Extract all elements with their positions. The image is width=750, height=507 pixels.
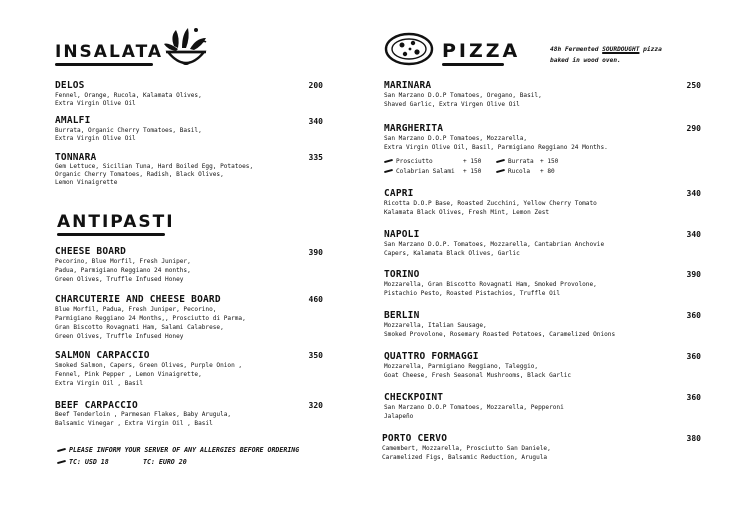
- addon-burrata-price: + 150: [540, 158, 559, 165]
- salad-bowl-icon: [160, 22, 212, 74]
- dash-icon: [57, 460, 66, 464]
- pizza-heading: PIZZA: [442, 40, 521, 62]
- marinara-price: 250: [686, 81, 701, 90]
- salmon-carpaccio-desc-3: Extra Virgin Oil , Basil: [55, 380, 144, 387]
- quattro-formaggi-name: QUATTRO FORMAGGI: [384, 351, 479, 362]
- torino-name: TORINO: [384, 269, 420, 280]
- margherita-desc-2: Extra Virgin Olive Oil, Basil, Parmigiano Reggiano 24 Months.: [384, 144, 608, 151]
- insalata-underline: [55, 63, 153, 66]
- napoli-desc-2: Capers, Kalamata Black Olives, Garlic: [384, 250, 520, 257]
- tonnara-desc-3: Lemon Vinaigrette: [55, 179, 118, 186]
- charcuterie-desc-1: Blue Morfil, Padua, Fresh Juniper, Pecorino,: [55, 306, 217, 313]
- amalfi-name: AMALFI: [55, 115, 91, 126]
- dash-icon: [496, 169, 505, 173]
- capri-name: CAPRI: [384, 188, 414, 199]
- salmon-carpaccio-desc-1: Smoked Salmon, Capers, Green Olives, Purple Onion ,: [55, 362, 243, 369]
- charcuterie-price: 460: [308, 295, 323, 304]
- porto-cervo-name: PORTO CERVO: [382, 433, 448, 444]
- capri-price: 340: [686, 189, 701, 198]
- pizza-icon: [384, 32, 434, 66]
- addon-prosciutto-label: Prosciutto: [396, 158, 433, 165]
- berlin-price: 360: [686, 311, 701, 320]
- torino-desc-1: Mozzarella, Gran Biscotto Rovagnati Ham, Smoked Provolone,: [384, 281, 597, 288]
- cheese-board-price: 390: [308, 248, 323, 257]
- checkpoint-price: 360: [686, 393, 701, 402]
- marinara-desc-2: Shaved Garlic, Extra Virgen Olive Oil: [384, 101, 520, 108]
- addon-rucola-price: + 80: [540, 168, 555, 175]
- beef-carpaccio-desc-2: Balsamic Vinegar , Extra Virgin Oil , Basil: [55, 420, 213, 427]
- addon-rucola: [496, 168, 530, 175]
- napoli-name: NAPOLI: [384, 229, 420, 240]
- tagline-part-1: 48h Fermented: [550, 46, 599, 53]
- napoli-desc-1: San Marzano D.O.P. Tomatoes, Mozzarella, Cantabrian Anchovie: [384, 241, 605, 248]
- torino-desc-2: Pistachio Pesto, Roasted Pistachios, Truffle Oil: [384, 290, 561, 297]
- tonnara-name: TONNARA: [55, 152, 97, 163]
- capri-desc-2: Kalamata Black Olives, Fresh Mint, Lemon Zest: [384, 209, 550, 216]
- capri-desc-1: Ricotta D.O.P Base, Roasted Zucchini, Yellow Cherry Tomato: [384, 200, 597, 207]
- amalfi-desc-2: Extra Virgin Olive Oil: [55, 135, 136, 142]
- salmon-carpaccio-price: 350: [308, 351, 323, 360]
- salmon-carpaccio-desc-2: Fennel, Pink Pepper , Lemon Vinaigrette,: [55, 371, 202, 378]
- charcuterie-desc-2: Parmigiano Reggiano 24 Months,, Prosciutto di Parma,: [55, 315, 246, 322]
- berlin-desc-1: Mozzarella, Italian Sausage,: [384, 322, 487, 329]
- delos-desc-1: Fennel, Orange, Rucola, Kalamata Olives,: [55, 92, 202, 99]
- beef-carpaccio-price: 320: [308, 401, 323, 410]
- dash-icon: [384, 169, 393, 173]
- cheese-board-desc-2: Padua, Parmigiano Reggiano 24 months,: [55, 267, 191, 274]
- berlin-desc-2: Smoked Provolone, Rosemary Roasted Potatoes, Caramelized Onions: [384, 331, 616, 338]
- tagline-keyword: SOURDOUGHT: [602, 46, 640, 53]
- margherita-desc-1: San Marzano D.O.P Tomatoes, Mozzarella,: [384, 135, 528, 142]
- torino-price: 390: [686, 270, 701, 279]
- quattro-formaggi-price: 360: [686, 352, 701, 361]
- beef-carpaccio-desc-1: Beef Tenderloin , Parmesan Flakes, Baby Arugula,: [55, 411, 232, 418]
- amalfi-price: 340: [308, 117, 323, 126]
- delos-desc-2: Extra Virgin Olive Oil: [55, 100, 136, 107]
- tc-usd-text: TC: USD 18: [69, 458, 109, 466]
- salmon-carpaccio-name: SALMON CARPACCIO: [55, 350, 150, 361]
- tc-euro-note: TC: EURO 20: [143, 458, 187, 466]
- napoli-price: 340: [686, 230, 701, 239]
- tonnara-desc-2: Organic Cherry Tomatoes, Radish, Black Olives,: [55, 171, 224, 178]
- tonnara-desc-1: Gem Lettuce, Sicilian Tuna, Hard Boiled Egg, Potatoes,: [55, 163, 254, 170]
- addon-colabrian-salami-price: + 150: [463, 168, 482, 175]
- addon-burrata: [496, 158, 534, 165]
- antipasti-heading: ANTIPASTI: [57, 212, 175, 232]
- charcuterie-desc-3: Gran Biscotto Rovagnati Ham, Salami Calabrese,: [55, 324, 224, 331]
- pizza-tagline-line-1: [550, 46, 662, 53]
- delos-price: 200: [308, 81, 323, 90]
- addon-prosciutto: [384, 158, 433, 165]
- porto-cervo-desc-2: Caramelized Figs, Balsamic Reduction, Arugula: [382, 454, 548, 461]
- cheese-board-desc-3: Green Olives, Truffle Infused Honey: [55, 276, 184, 283]
- allergy-note: [57, 446, 299, 454]
- pizza-underline: [442, 63, 504, 66]
- marinara-desc-1: San Marzano D.O.P Tomatoes, Oregano, Basil,: [384, 92, 542, 99]
- charcuterie-desc-4: Green Olives, Truffle Infused Honey: [55, 333, 184, 340]
- margherita-name: MARGHERITA: [384, 123, 444, 134]
- porto-cervo-desc-1: Camembert, Mozzarella, Prosciutto San Daniele,: [382, 445, 551, 452]
- dash-icon: [496, 159, 505, 163]
- tonnara-price: 335: [308, 153, 323, 162]
- addon-rucola-label: Rucola: [508, 168, 531, 175]
- pizza-tagline-line-2: baked in wood oven.: [550, 57, 621, 64]
- insalata-heading: INSALATA: [55, 42, 164, 62]
- quattro-formaggi-desc-1: Mozzarella, Parmigiano Reggiano, Taleggio,: [384, 363, 539, 370]
- quattro-formaggi-desc-2: Goat Cheese, Fresh Seasonal Mushrooms, Black Garlic: [384, 372, 572, 379]
- antipasti-underline: [57, 233, 165, 236]
- charcuterie-name: CHARCUTERIE AND CHEESE BOARD: [55, 294, 221, 305]
- berlin-name: BERLIN: [384, 310, 420, 321]
- margherita-price: 290: [686, 124, 701, 133]
- addon-colabrian-salami: [384, 168, 455, 175]
- cheese-board-name: CHEESE BOARD: [55, 246, 127, 257]
- amalfi-desc-1: Burrata, Organic Cherry Tomatoes, Basil,: [55, 127, 202, 134]
- delos-name: DELOS: [55, 80, 85, 91]
- tc-usd-note: [57, 458, 109, 466]
- marinara-name: MARINARA: [384, 80, 432, 91]
- cheese-board-desc-1: Pecorino, Blue Morfil, Fresh Juniper,: [55, 258, 191, 265]
- tagline-part-2: pizza: [643, 46, 662, 53]
- beef-carpaccio-name: BEEF CARPACCIO: [55, 400, 138, 411]
- checkpoint-desc-1: San Marzano D.O.P Tomatoes, Mozzarella, Pepperoni: [384, 404, 564, 411]
- allergy-note-text: PLEASE INFORM YOUR SERVER OF ANY ALLERGIES BEFORE ORDERING: [69, 446, 300, 454]
- addon-prosciutto-price: + 150: [463, 158, 482, 165]
- checkpoint-desc-2: Jalapeño: [384, 413, 414, 420]
- porto-cervo-price: 380: [686, 434, 701, 443]
- dash-icon: [57, 448, 66, 452]
- addon-burrata-label: Burrata: [508, 158, 534, 165]
- addon-colabrian-salami-label: Colabrian Salami: [396, 168, 455, 175]
- dash-icon: [384, 159, 393, 163]
- checkpoint-name: CHECKPOINT: [384, 392, 444, 403]
